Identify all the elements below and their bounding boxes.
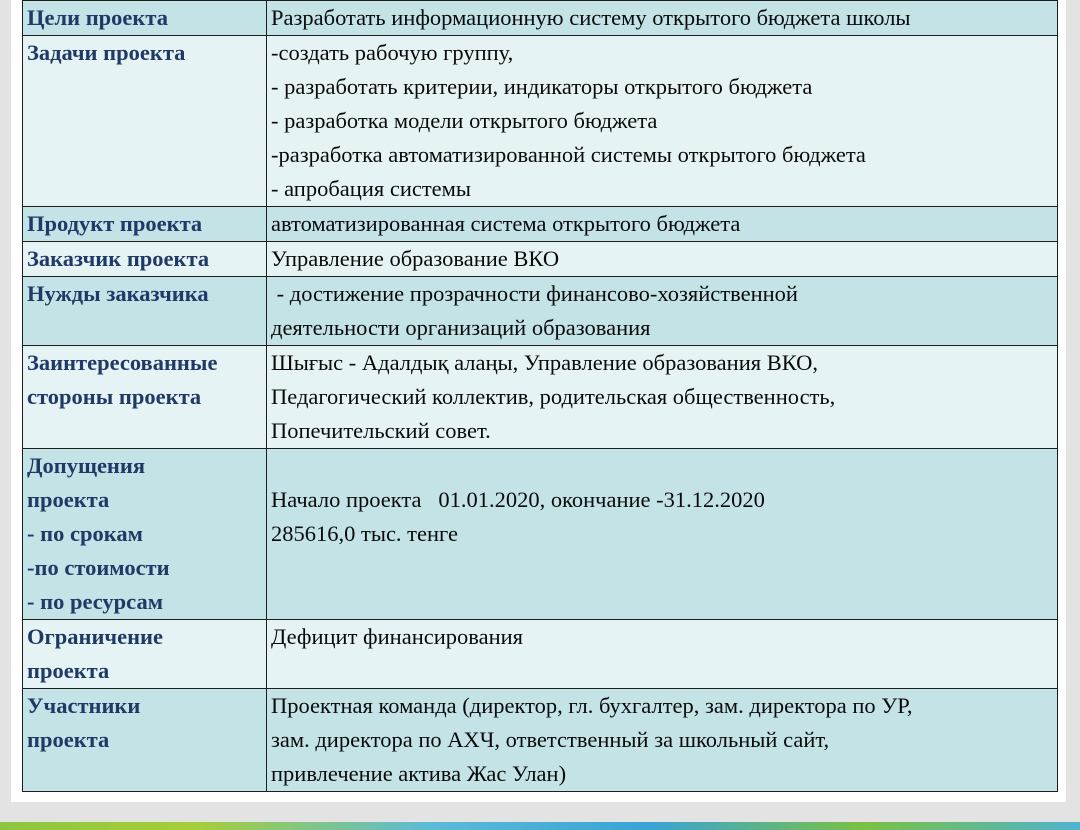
row-value: Шығыс - Адалдық алаңы, Управление образования ВКО, Педагогический коллектив, родительская общественность, Попечительский совет. xyxy=(267,346,1058,449)
row-label: Ограничение проекта xyxy=(23,620,267,689)
project-passport-table xyxy=(22,0,1058,792)
slide-frame-left xyxy=(0,0,11,830)
decorative-color-strip xyxy=(0,822,1080,830)
row-value: Проектная команда (директор, гл. бухгалтер, зам. директора по УР, зам. директора по АХЧ, ответственный за школьный сайт, привлечение актива Жас Улан) xyxy=(267,689,1058,792)
row-value: -создать рабочую группу, - разработать критерии, индикаторы открытого бюджета - разработка модели открытого бюджета -разработка автоматизированной системы открытого бюджета - апробация системы xyxy=(267,36,1058,207)
row-label: Допущения проекта - по срокам -по стоимости - по ресурсам xyxy=(23,449,267,620)
row-value: Управление образование ВКО xyxy=(267,242,1058,277)
row-value: Дефицит финансирования xyxy=(267,620,1058,689)
row-label: Заказчик проекта xyxy=(23,242,267,277)
row-goals xyxy=(23,1,1058,36)
row-customer-needs xyxy=(23,277,1058,346)
row-tasks xyxy=(23,36,1058,207)
row-value: Разработать информационную систему открытого бюджета школы xyxy=(267,1,1058,36)
slide-frame-right xyxy=(1066,0,1080,830)
row-customer xyxy=(23,242,1058,277)
row-label: Цели проекта xyxy=(23,1,267,36)
row-label: Задачи проекта xyxy=(23,36,267,207)
row-constraints xyxy=(23,620,1058,689)
slide-frame-bottom xyxy=(0,802,1080,822)
project-passport-table-container xyxy=(22,0,1059,802)
row-participants xyxy=(23,689,1058,792)
row-assumptions xyxy=(23,449,1058,620)
row-label: Заинтересованные стороны проекта xyxy=(23,346,267,449)
row-value: автоматизированная система открытого бюджета xyxy=(267,207,1058,242)
row-label: Участники проекта xyxy=(23,689,267,792)
row-label: Нужды заказчика xyxy=(23,277,267,346)
row-product xyxy=(23,207,1058,242)
row-label: Продукт проекта xyxy=(23,207,267,242)
row-stakeholders xyxy=(23,346,1058,449)
row-value: - достижение прозрачности финансово-хозяйственной деятельности организаций образования xyxy=(267,277,1058,346)
row-value: Начало проекта 01.01.2020, окончание -31.12.2020 285616,0 тыс. тенге xyxy=(267,449,1058,620)
